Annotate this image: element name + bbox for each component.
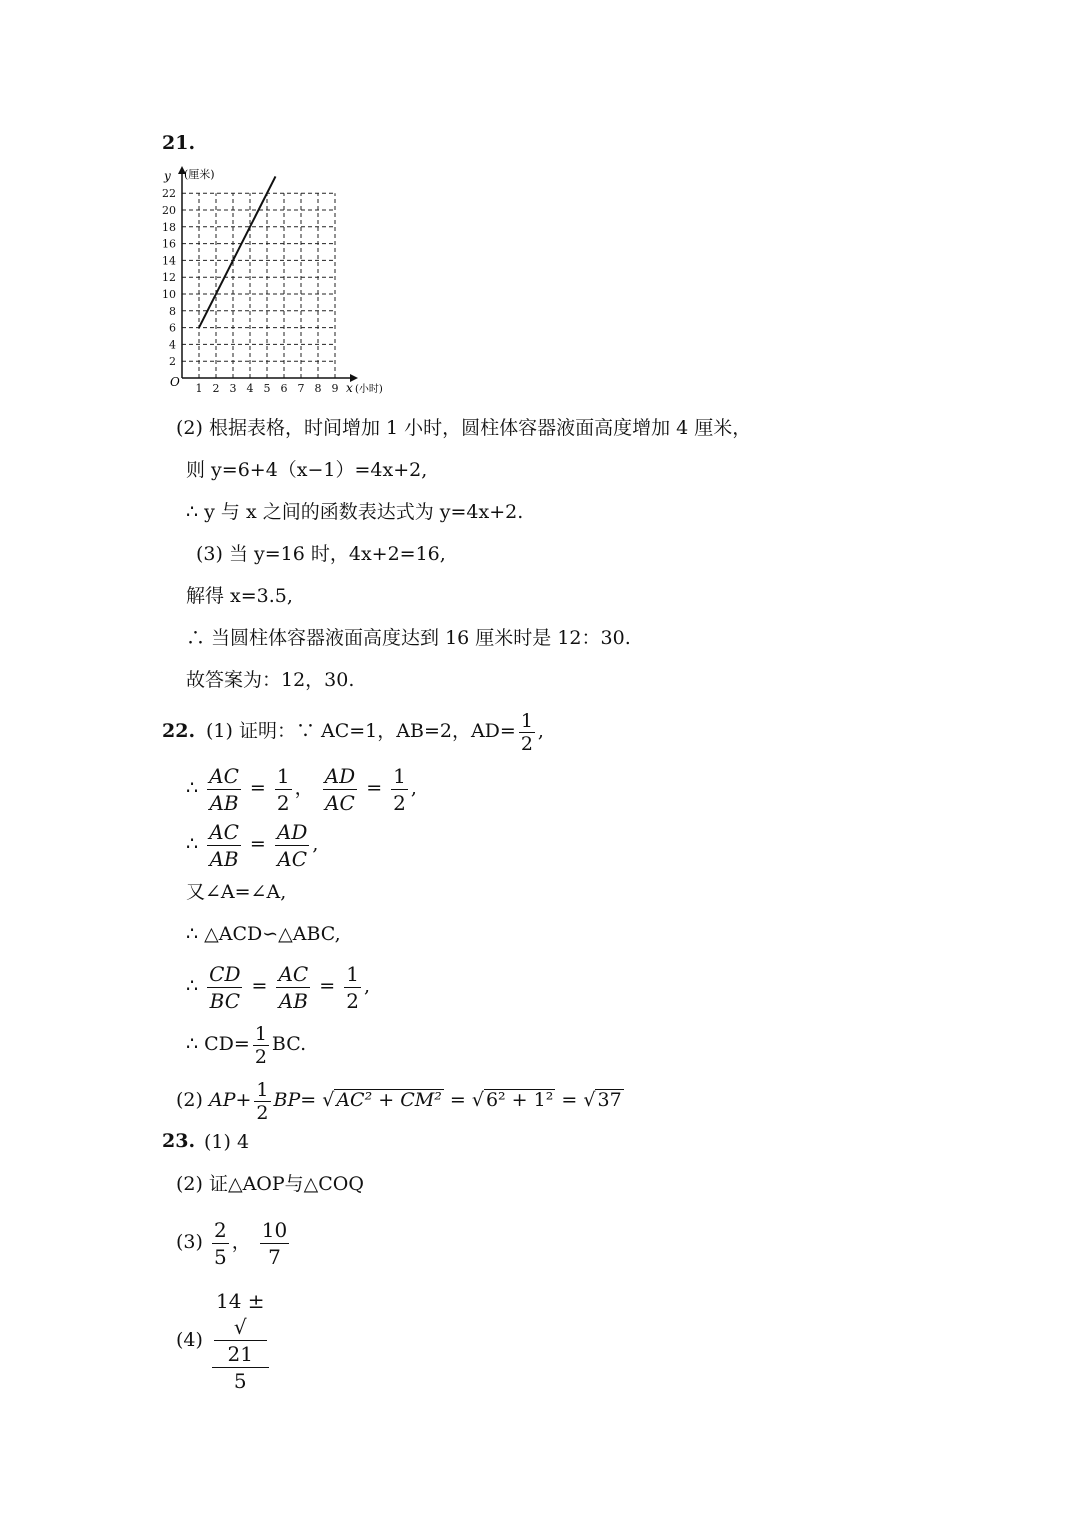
fraction-ac-ab: $\frac{AC}{AB}$ (209, 763, 239, 815)
radicand-3: 37 (597, 1089, 622, 1111)
x-axis-label: x (346, 381, 353, 395)
y-tick-label: 20 (162, 204, 176, 217)
fraction-ac-ab: $\frac{AC}{AB}$ (209, 819, 239, 871)
q22-p2: (2) AP+ $\frac{1}{2}$ BP= √ AC² + CM² = √ 6² + 1² = √ 37 (176, 1078, 622, 1124)
x-tick-label: 5 (263, 382, 271, 395)
q23-answer-3: (3) $\frac{2}{5}$ ， $\frac{10}{7}$ (176, 1217, 288, 1269)
fraction-half: $\frac{1}{2}$ (346, 961, 359, 1013)
function-line (199, 176, 276, 327)
fraction-half: $\frac{1}{2}$ (276, 763, 290, 815)
fraction-ac-ab: $\frac{AC}{AB}$ (278, 961, 309, 1013)
sqrt-icon: √ (471, 1089, 484, 1111)
line-graph (150, 160, 410, 400)
q22-ratio-line3: ∴ $\frac{CD}{BC}$ = $\frac{AC}{AB}$ = $\frac{1}{2}$ , (186, 961, 371, 1013)
y-tick-label: 22 (162, 187, 176, 201)
x-axis-unit: (小时) (355, 384, 383, 395)
fraction-half: $\frac{1}{2}$ (254, 1022, 267, 1068)
y-tick-label: 14 (162, 254, 176, 268)
q21-graph (150, 160, 410, 404)
y-tick-label: 8 (169, 304, 176, 318)
y-tick-label: 16 (162, 237, 176, 251)
q23-label: 23. (162, 1130, 196, 1152)
x-tick-label: 3 (229, 382, 237, 395)
sqrt-icon: √ (233, 1315, 247, 1339)
sqrt-icon: √ (322, 1089, 335, 1111)
y-tick-label: 4 (169, 338, 176, 352)
q21-p3-line2: 解得 x=3.5, (186, 585, 293, 607)
q22-ratio-line1: ∴ $\frac{AC}{AB}$ = $\frac{1}{2}$ ， $\frac{AD}{AC}$ = $\frac{1}{2}$ , (186, 763, 417, 815)
q22-p1-intro: (1) 证明：∵ AC=1，AB=2，AD= $\frac{1}{2}$ , (206, 709, 544, 755)
fraction-half: $\frac{1}{2}$ (520, 709, 533, 755)
radicand-2: 6² + 1² (485, 1089, 554, 1111)
y-tick-label: 6 (169, 321, 176, 335)
fraction-10-7: $\frac{10}{7}$ (261, 1217, 288, 1269)
y-tick-label: 10 (162, 288, 176, 301)
q23-answer-1: (1) 4 (204, 1131, 250, 1153)
fraction-ad-ac: $\frac{AD}{AC}$ (276, 819, 308, 871)
q22-angle-line: 又∠A=∠A, (186, 881, 287, 903)
q21-p3-line3: ∴ 当圆柱体容器液面高度达到 16 厘米时是 12：30. (186, 627, 631, 649)
x-tick-label: 2 (212, 382, 220, 395)
fraction-sqrt: 14 ± √ 21 5 (212, 1288, 269, 1394)
q23-answer-4: (4) 14 ± √ 21 5 (176, 1288, 272, 1394)
q22-conclusion: ∴ CD= $\frac{1}{2}$ BC. (186, 1022, 307, 1068)
y-tick-label: 18 (162, 220, 176, 234)
origin-label: O (170, 375, 180, 389)
fraction-half: $\frac{1}{2}$ (256, 1078, 269, 1124)
fraction-cd-bc: $\frac{CD}{BC}$ (209, 961, 241, 1013)
q21-label: 21. (162, 132, 196, 154)
q21-p2-line2: 则 y=6+4（x−1）=4x+2, (186, 459, 428, 481)
x-tick-label: 4 (246, 382, 254, 395)
q21-p3-line4: 故答案为：12，30. (186, 669, 355, 691)
q21-p3-line1: (3) 当 y=16 时，4x+2=16, (196, 543, 446, 565)
fraction-half: $\frac{1}{2}$ (393, 763, 406, 815)
x-tick-label: 8 (314, 382, 322, 395)
x-tick-label: 9 (331, 382, 339, 395)
y-tick-label: 12 (162, 271, 176, 285)
x-tick-label: 6 (280, 382, 288, 395)
q22-ratio-line2: ∴ $\frac{AC}{AB}$ = $\frac{AD}{AC}$ , (186, 819, 319, 871)
fraction-2-5: $\frac{2}{5}$ (213, 1217, 227, 1269)
sqrt-icon: √ (583, 1089, 596, 1111)
q23-answer-2: (2) 证△AOP与△COQ (176, 1173, 364, 1195)
y-axis-label: y (164, 169, 171, 183)
x-tick-label: 7 (297, 382, 305, 395)
x-tick-label: 1 (195, 382, 203, 395)
q21-p2-line1: (2) 根据表格，时间增加 1 小时，圆柱体容器液面高度增加 4 厘米， (176, 417, 752, 439)
q22-intro-text: (1) 证明：∵ AC=1，AB=2，AD= (206, 720, 516, 742)
y-axis-unit: (厘米) (184, 168, 215, 181)
radicand-1: AC² + CM² (336, 1089, 442, 1111)
q22-label: 22. (162, 720, 196, 742)
q21-p2-line3: ∴ y 与 x 之间的函数表达式为 y=4x+2. (186, 501, 524, 523)
fraction-ad-ac: $\frac{AD}{AC}$ (324, 763, 356, 815)
y-tick-label: 2 (169, 355, 176, 369)
q22-similar-line: ∴ △ACD∽△ABC, (186, 923, 341, 945)
